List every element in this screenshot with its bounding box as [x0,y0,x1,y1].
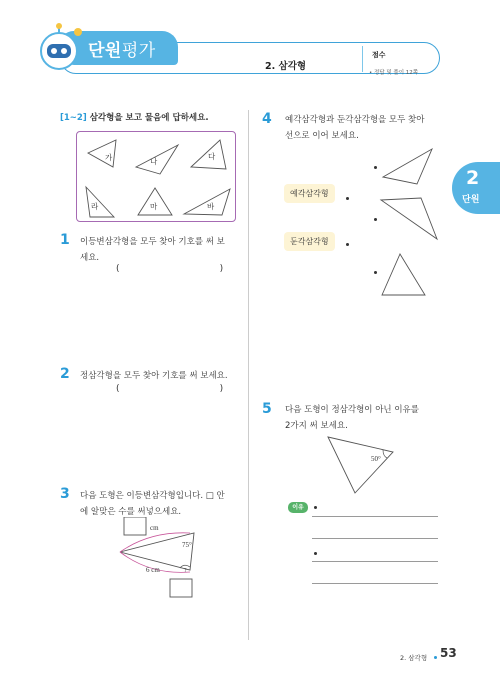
reason-1-line[interactable] [312,516,438,517]
match-triangle-1 [383,149,432,184]
reason-1-line-2[interactable] [312,538,438,539]
unit-number: 2 [466,167,480,189]
reason-2-line[interactable] [312,561,438,562]
shape-label-ra: 라 [91,202,99,211]
question-1-text: 이등변삼각형을 모두 찾아 기호를 써 보 세요. [80,237,225,263]
question-3-text: 다음 도형은 이등변삼각형입니다. □ 안 에 알맞은 수를 써넣으세요. [80,491,225,517]
answer-reference-note: • 정답 및 풀이 12쪽 [369,70,419,76]
top-unit-label: cm [150,524,159,532]
unknown-angle-mark: ? [184,568,187,574]
tag-acute-triangle: 예각삼각형 [284,184,335,203]
question-4-text: 예각삼각형과 둔각삼각형을 모두 찾아 선으로 이어 보세요. [285,115,425,141]
triangle-options-figure [76,131,236,222]
footer-chapter: 2. 삼각형 [400,654,428,662]
reason-2-bullet [314,552,317,555]
isosceles-triangle [120,533,194,570]
tag-obtuse-triangle: 둔각삼각형 [284,232,335,251]
reason-2-line-2[interactable] [312,583,438,584]
question-1-number: 1 [60,232,70,248]
score-label: 점수 [372,51,386,59]
answer-box-top[interactable] [124,517,146,535]
shape-label-da: 다 [208,152,216,161]
bottom-length-label: 6 cm [146,566,160,574]
question-2-number: 2 [60,366,70,382]
robot-mascot-icon [30,20,88,78]
footer-dot [434,656,437,659]
shape-label-ga: 가 [105,153,113,162]
question-2-text: 정삼각형을 모두 찾아 기호를 써 보세요. [80,371,228,381]
angle-label: 50° [371,455,381,463]
match-triangle-3 [382,254,425,295]
question-3-figure [110,517,210,602]
answer-box-bottom[interactable] [170,579,192,597]
acute-connect-dot[interactable] [346,197,349,200]
obtuse-connect-dot[interactable] [346,243,349,246]
question-range-instruction: [1~2] 삼각형을 보고 물음에 답하세요. [60,113,209,123]
reason-1-bullet [314,506,317,509]
question-4-number: 4 [262,111,272,127]
unit-label: 단원 [462,195,480,205]
question-4-triangles [375,142,445,302]
reason-badge: 이유 [288,502,308,513]
question-5-text: 다음 도형이 정삼각형이 아닌 이유를 2가지 써 보세요. [285,405,419,431]
shape-label-ba: 바 [207,202,215,211]
match-triangle-2 [381,198,437,239]
shape-label-ma: 마 [150,202,158,211]
non-equilateral-triangle [328,437,393,493]
page-number: 53 [440,646,457,660]
unit-evaluation-title: 단원평가 [88,41,156,61]
column-divider [248,110,249,640]
question-2-answer-field[interactable]: ( ) [116,384,224,394]
question-5-number: 5 [262,401,272,417]
angle-label: 75° [182,541,192,549]
question-5-figure [325,432,400,497]
question-1-answer-field[interactable]: ( ) [116,264,224,274]
angle-arc [383,450,387,458]
question-3-number: 3 [60,486,70,502]
shape-label-na: 나 [150,157,158,166]
score-divider [362,46,363,72]
chapter-title: 2. 삼각형 [265,61,307,72]
